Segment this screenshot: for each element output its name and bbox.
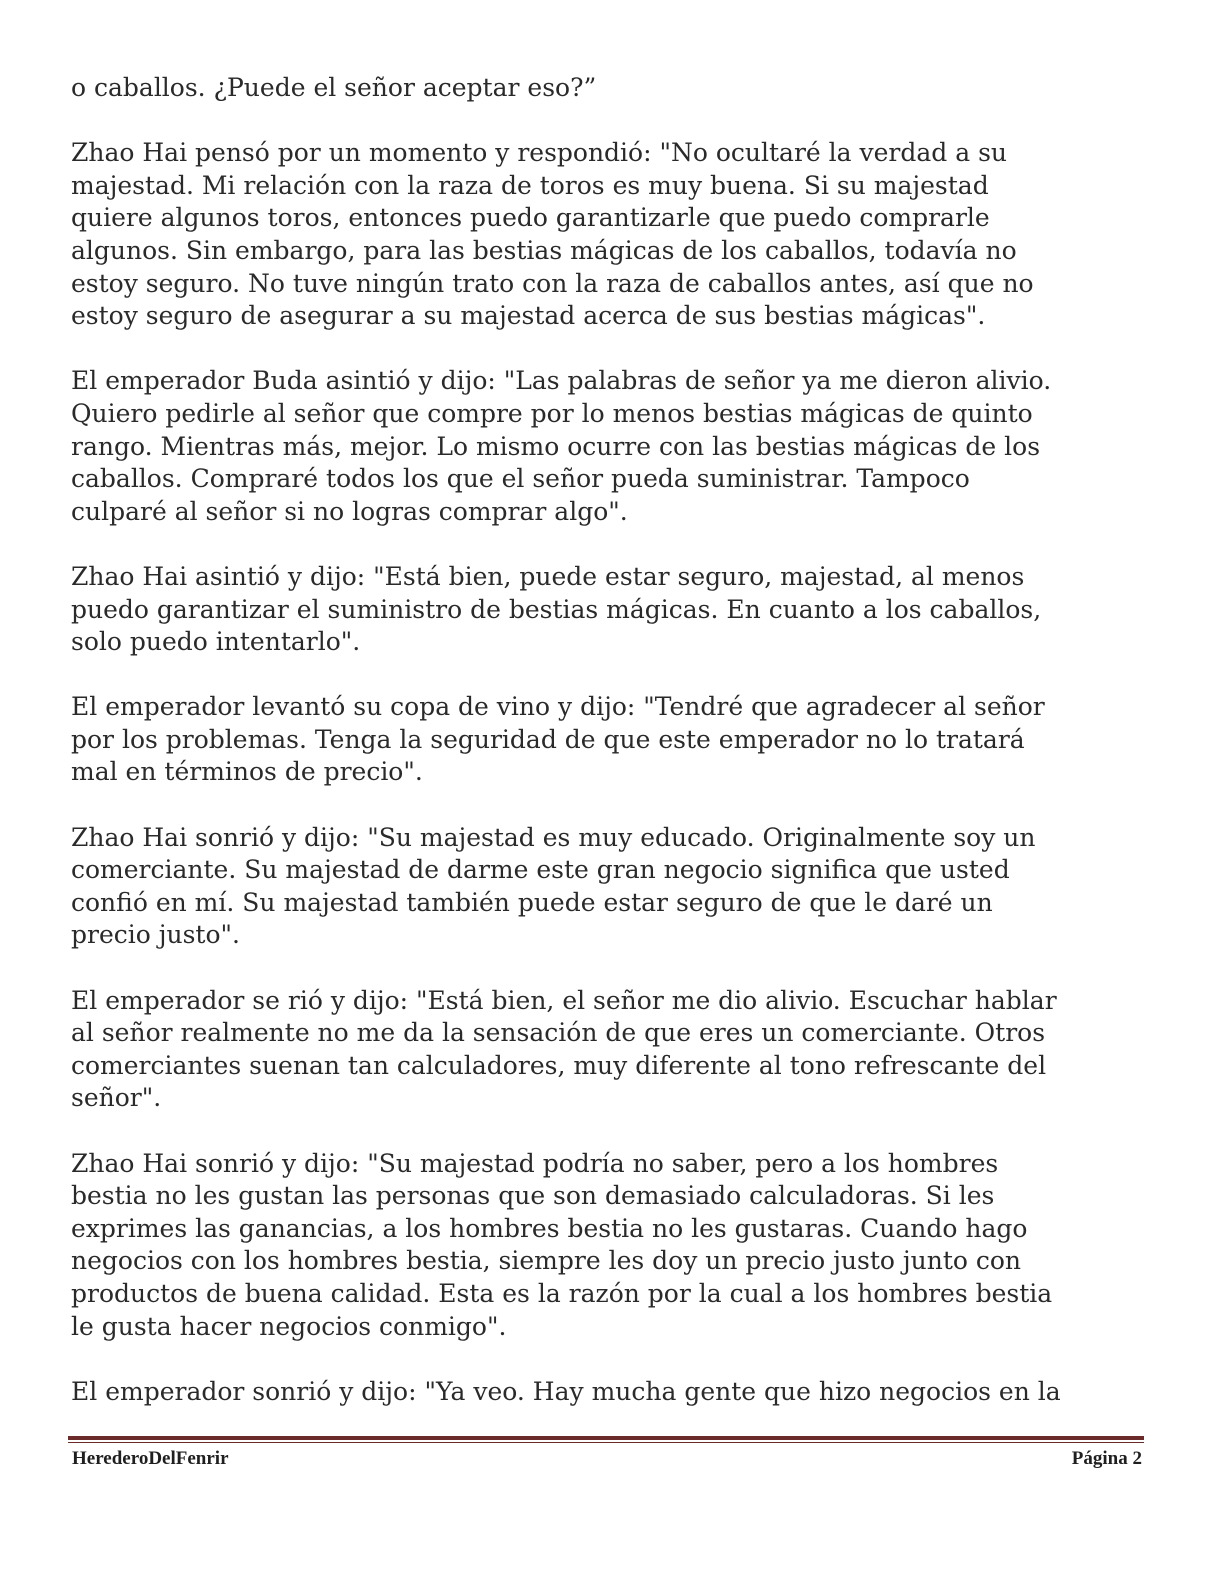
paragraph-3: El emperador Buda asintió y dijo: "Las palabras de señor ya me dieron alivio. Quiero pedirle al señor que compre por lo menos bestias mágicas de quinto rango. Mientras más, mejor. Lo mismo ocurre con las bestias mágicas de los caballos. Compraré todos los que el señor pueda suministrar. Tampoco culparé al señor si no logras comprar algo". xyxy=(71,366,1052,526)
paragraph-2: Zhao Hai pensó por un momento y respondió: "No ocultaré la verdad a su majestad. Mi relación con la raza de toros es muy buena. Si su majestad quiere algunos toros, entonces puedo garantizarle que puedo comprarle algunos. Sin embargo, para las bestias mágicas de los caballos, todavía no estoy seguro. No tuve ningún trato con la raza de caballos antes, así que no estoy seguro de asegurar a su majestad acerca de sus bestias mágicas". xyxy=(71,138,1034,331)
paragraph-5: El emperador levantó su copa de vino y dijo: "Tendré que agradecer al señor por los problemas. Tenga la seguridad de que este emperador no lo tratará mal en términos de precio". xyxy=(71,692,1045,787)
paragraph-9: El emperador sonrió y dijo: "Ya veo. Hay mucha gente que hizo negocios en la xyxy=(71,1376,1061,1406)
footer-divider-thick xyxy=(68,1436,1144,1440)
paragraph-1: o caballos. ¿Puede el señor aceptar eso?” xyxy=(71,73,597,102)
footer-author: HerederoDelFenrir xyxy=(72,1448,229,1469)
footer-divider-thin xyxy=(68,1442,1144,1443)
footer-divider xyxy=(68,1436,1144,1444)
paragraph-7: El emperador se rió y dijo: "Está bien, el señor me dio alivio. Escuchar hablar al señor realmente no me da la sensación de que eres un comerciante. Otros comerciantes suenan tan calculadores, muy diferente al tono refrescante del señor". xyxy=(71,985,1057,1113)
paragraph-8: Zhao Hai sonrió y dijo: "Su majestad podría no saber, pero a los hombres bestia no les gustan las personas que son demasiado calculadoras. Si les exprimes las ganancias, a los hombres bestia no les gustaras. Cuando hago negocios con los hombres bestia, siempre les doy un precio justo junto con productos de buena calidad. Esta es la razón por la cual a los hombres bestia le gusta hacer negocios conmigo". xyxy=(71,1148,1053,1341)
document-body xyxy=(71,72,1151,1408)
paragraph-4: Zhao Hai asintió y dijo: "Está bien, puede estar seguro, majestad, al menos puedo garantizar el suministro de bestias mágicas. En cuanto a los caballos, solo puedo intentarlo". xyxy=(71,561,1042,657)
footer-page-number: Página 2 xyxy=(1071,1448,1142,1469)
paragraph-6: Zhao Hai sonrió y dijo: "Su majestad es muy educado. Originalmente soy un comerciante. Su majestad de darme este gran negocio significa que usted confió en mí. Su majestad también puede estar seguro de que le daré un precio justo". xyxy=(71,822,1036,950)
